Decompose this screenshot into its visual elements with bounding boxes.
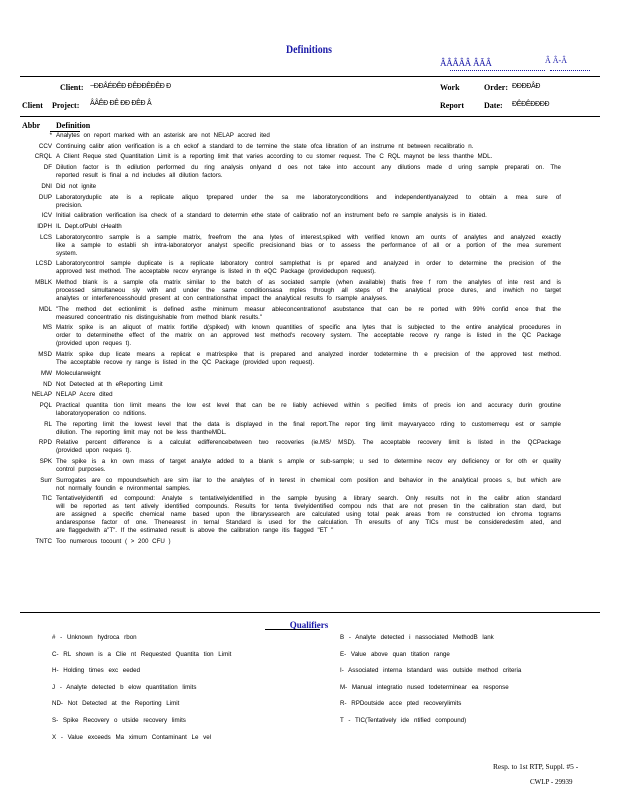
definition-text-line: The acceptable recove ry range is listed in the QC Package (provided upon request). [56,359,315,367]
definition-abbr: DNI [41,182,52,190]
definition-text-line: dilution. The reporting limit may not be less thantheMDL. [56,428,227,436]
definition-text-line: Laboratorycontro sample is a sample matrix, freefrom the ana lytes of interest,spiked with verified known am ounts of analytes and analyzed exactly [56,233,561,241]
client-value: ~ÐÐÂÉÐÊÐ ÐÊÐÐÊÐÊÐ Ð [90,83,171,90]
client-label: Client: [60,83,84,92]
definition-text-line: IL Dept.ofPubl cHealth [56,222,122,230]
definition-text-line: (provided upon reques t). [56,340,132,348]
definition-text-line: are assigned a specific chemical name based upon the libraryssearch are calculated using total peak areas from re constructed ion chroma tograms [56,511,561,519]
definition-abbr: MW [41,369,52,377]
definition-abbr: IDPH [37,222,52,230]
definition-abbr: ND [43,380,52,388]
definition-text-line: NELAP Accre dited [56,391,113,399]
definition-abbr: MBLK [35,279,52,286]
qualifier-item: B - Analyte detected i nassociated MethodB lank [340,634,494,641]
qualifier-item: J - Analyte detected b elow quantitation limits [52,683,197,691]
order-label: Order: [484,83,508,92]
qualifier-item: M- Manual integratio nused todeterminear ea response [340,683,509,691]
definition-text-line: analytes or interferencesshould present at con centrationsthat impact the analytical results fo rsample analyses. [56,295,388,302]
definition-text-line: reported result is final a nd includes all dilution factors. [56,172,223,180]
client-row-label: Client [22,101,43,110]
definition-text-line: approved test method. The acceptable recov eryrange is listed in th eQC Package (providedupon request). [56,268,376,276]
definition-abbr: RL [44,420,52,428]
definition-text-line: Molecularweight [56,369,101,377]
definition-text-line: Analytes on report marked with an asterisk are not NELAP accred ited [56,132,270,139]
definition-text-line: Dilution factor is th edilution performed du ring analysis onlyand d oes not take into account any dilutions made d uring sample preparati on. The [56,164,561,172]
project-label: Project: [52,101,80,110]
definition-text-line: not normally foundin e nvironmental samples. [56,484,191,492]
definition-text-line: Too numerous tocount ( > 200 CFU ) [56,538,171,546]
definition-abbr: LCS [39,233,52,241]
definition-text-line: Relative percent difference is a calculat edifferencebetween two recoveries (ie.MS/ MSD). The acceptable recovery limit is listed in the QCPackage [56,439,561,447]
definition-abbr: MDL [38,305,52,313]
definition-text-line: Not Detected at th eReporting Limit [56,380,163,388]
definition-text-line: processed simultaneou sly with and under the same conditionsasa mples through all steps of the analytical proce dures, and inwhich no target [56,287,561,294]
definition-text-line: Continuing calibr ation verification is a ch eckof a standard to de termine the state ofca libration of an instrume nt between recalibratio n. [56,142,474,150]
definition-abbr: TNTC [35,538,52,546]
date-label: Date: [484,101,503,110]
definition-text-line: The spike is a kn own mass of target analyte added to a blank s ample or sub-sample; u sed to determine recov ery deficiency or for oth er quality [56,458,561,465]
definition-text-line: Initial calibration verification isa check of a standard to determin ethe state of calibratio nof an instrument befo re sample analysis is in itiated. [56,212,487,220]
definition-text-line: precision. [56,201,83,209]
qualifiers-underline [265,629,320,630]
definition-text-line: andaresponse factor of one. Thenearest in ternal Standard is used for the calculation. Th eresults of any TICs must be consideredestim ated, and [56,519,561,527]
project-value: ÂÂÊÐ ÐÊ ÐÐ ÐÊÐ Â [90,100,152,107]
definition-abbr: DUP [38,193,52,201]
qualifier-item: X - Value exceeds Ma ximum Contaminant Le vel [52,733,212,741]
definition-abbr: * [49,132,52,139]
definition-abbr: MSD [38,351,52,359]
definition-abbr: DF [43,164,52,172]
definition-column-header: Definition [56,121,91,130]
definition-abbr: MS [42,324,52,332]
qualifier-item: # - Unknown hydroca rbon [52,634,137,641]
header-bottom-rule [20,116,600,117]
definition-text-line: Tentativelyidentifi ed compound: Analyte s tentativelyidentified in the sample byusing a library search. Only results not in the calibr ation standard [56,495,561,503]
definition-text-line: Laboratoryduplic ate is a replicate aliquo tprepared under the sa me laboratoryconditions and independentlyanalyzed to obtain a mea sure of [56,193,561,201]
lab-logo: ÂÂÂÂÂ ÂÃÂ Â Â-Â [440,58,590,74]
definition-abbr: CCV [38,142,52,150]
definition-abbr: SPK [39,458,52,465]
definition-text-line: Surrogates are co mpoundswhich are sim ilar to the analytes of in terest in chemical com position and behavior in the analytical proces s, but which are [56,476,561,484]
definition-text-line: Did not ignite [56,182,97,190]
definition-abbr: NELAP [31,391,52,399]
definition-text-line: control purposes. [56,466,106,473]
definition-abbr: ICV [41,212,52,220]
header-top-rule [20,76,600,77]
definition-abbr: Surr [40,476,52,484]
qualifier-item: H- Holding times exc eeded [52,667,141,675]
definition-text-line: The reporting limit the lowest level that the data is displayed in the final report.The repor ting limit mayvaryacco rding to customerrequ est or sample [56,420,561,428]
definition-abbr: LCSD [35,260,52,268]
qualifier-item: ND- Not Detected at the Reporting Limit [52,700,180,708]
definition-abbr: TIC [42,495,52,503]
qualifier-item: T - TIC(Tentatively ide ntified compound) [340,717,467,724]
page-reference: Resp. to 1st RTP, Suppl. #5 - [493,762,579,771]
definition-text-line: Matrix spike is an aliquot of matrix fortifie d(spiked) with known quantities of specific ana lytes that is subjected to the entire analytical procedures in [56,324,561,332]
definition-text-line: system. [56,249,78,257]
report-label: Report [440,101,464,110]
definition-text-line: Practical quantita tion limit means the low est level that can be re liably achieved within s pecified limits of precis ion and accuracy durin groutine [56,401,561,409]
definition-text-line: measured concentratio nis distinguishable from method blank results." [56,313,263,321]
definition-abbr: PQL [39,401,52,409]
qualifier-item: C- RL shown is a Clie nt Requested Quantita tion Limit [52,650,232,658]
qualifiers-top-rule [20,612,600,613]
definition-text-line: are flaggedwith a"T". If the estimated result is above the calibration range itis flagged "ET " [56,527,334,535]
definition-abbr: RPD [38,439,52,447]
abbr-column-header: Abbr [22,121,41,130]
qualifier-item: I- Associated interna lstandard was outside method criteria [340,667,522,675]
qualifiers-title: Qualifiers [289,620,329,630]
page-title: Definitions [286,42,332,56]
definition-text-line: laboratoryoperation co nditions. [56,409,147,417]
definition-text-line: like a sample to establi sh intra-laboratoryor analyst specific precisionand bias or to assess the performance of all or a portion of the mea surement [56,241,561,249]
document-id: CWLP - 29939 [530,778,573,786]
work-label: Work [440,83,460,92]
definition-text-line: order to determinethe effect of the matrix on an approved test method's recovery system. The acceptable recove ry range is listed in the QC Package [56,332,561,340]
definition-abbr: CRQL [34,153,52,161]
definition-text-line: Laboratorycontrol sample duplicate is a replicate laboratory control samplethat is pr epared and analyzed in order to determine the precision of the [56,260,561,268]
definition-text-line: Method blank is a sample ofa matrix similar to the batch of as sociated sample (when available) thatis free f rom the analytes of inte rest and is [56,279,561,286]
definition-text-line: will be reported as tent atively identified compounds. Results for tenta tivelyidentified compou nds that are not presen tin the calibration stan dard, but [56,503,561,511]
definition-text-line: A Client Reque sted Quantitation Limit is a reporting limit that varies according to cu stomer request. The C RQL maynot be less thanthe MDL. [56,153,493,161]
qualifier-item: S- Spike Recovery o utside recovery limits [52,717,186,724]
definition-text-line: (provided upon reques t). [56,447,132,455]
order-value: ÐÐÐÐÂÐ [512,83,541,90]
qualifier-item: R- RPDoutside acce pted recoverylimits [340,700,462,708]
definition-text-line: "The method det ectionlimit is defined asthe minimum measur ableconcentrationof asubstance that can be re ported with 99% confid ence that the [56,305,561,313]
date-value: ÐÊÐÊÐÐÐÐ [512,101,550,108]
qualifier-item: E- Value above quan titation range [340,650,450,658]
definition-text-line: Matrix spike dup licate means a replicat e matrixspike that is prepared and analyzed inorder todetermine th e precision of the approved test method. [56,351,561,359]
